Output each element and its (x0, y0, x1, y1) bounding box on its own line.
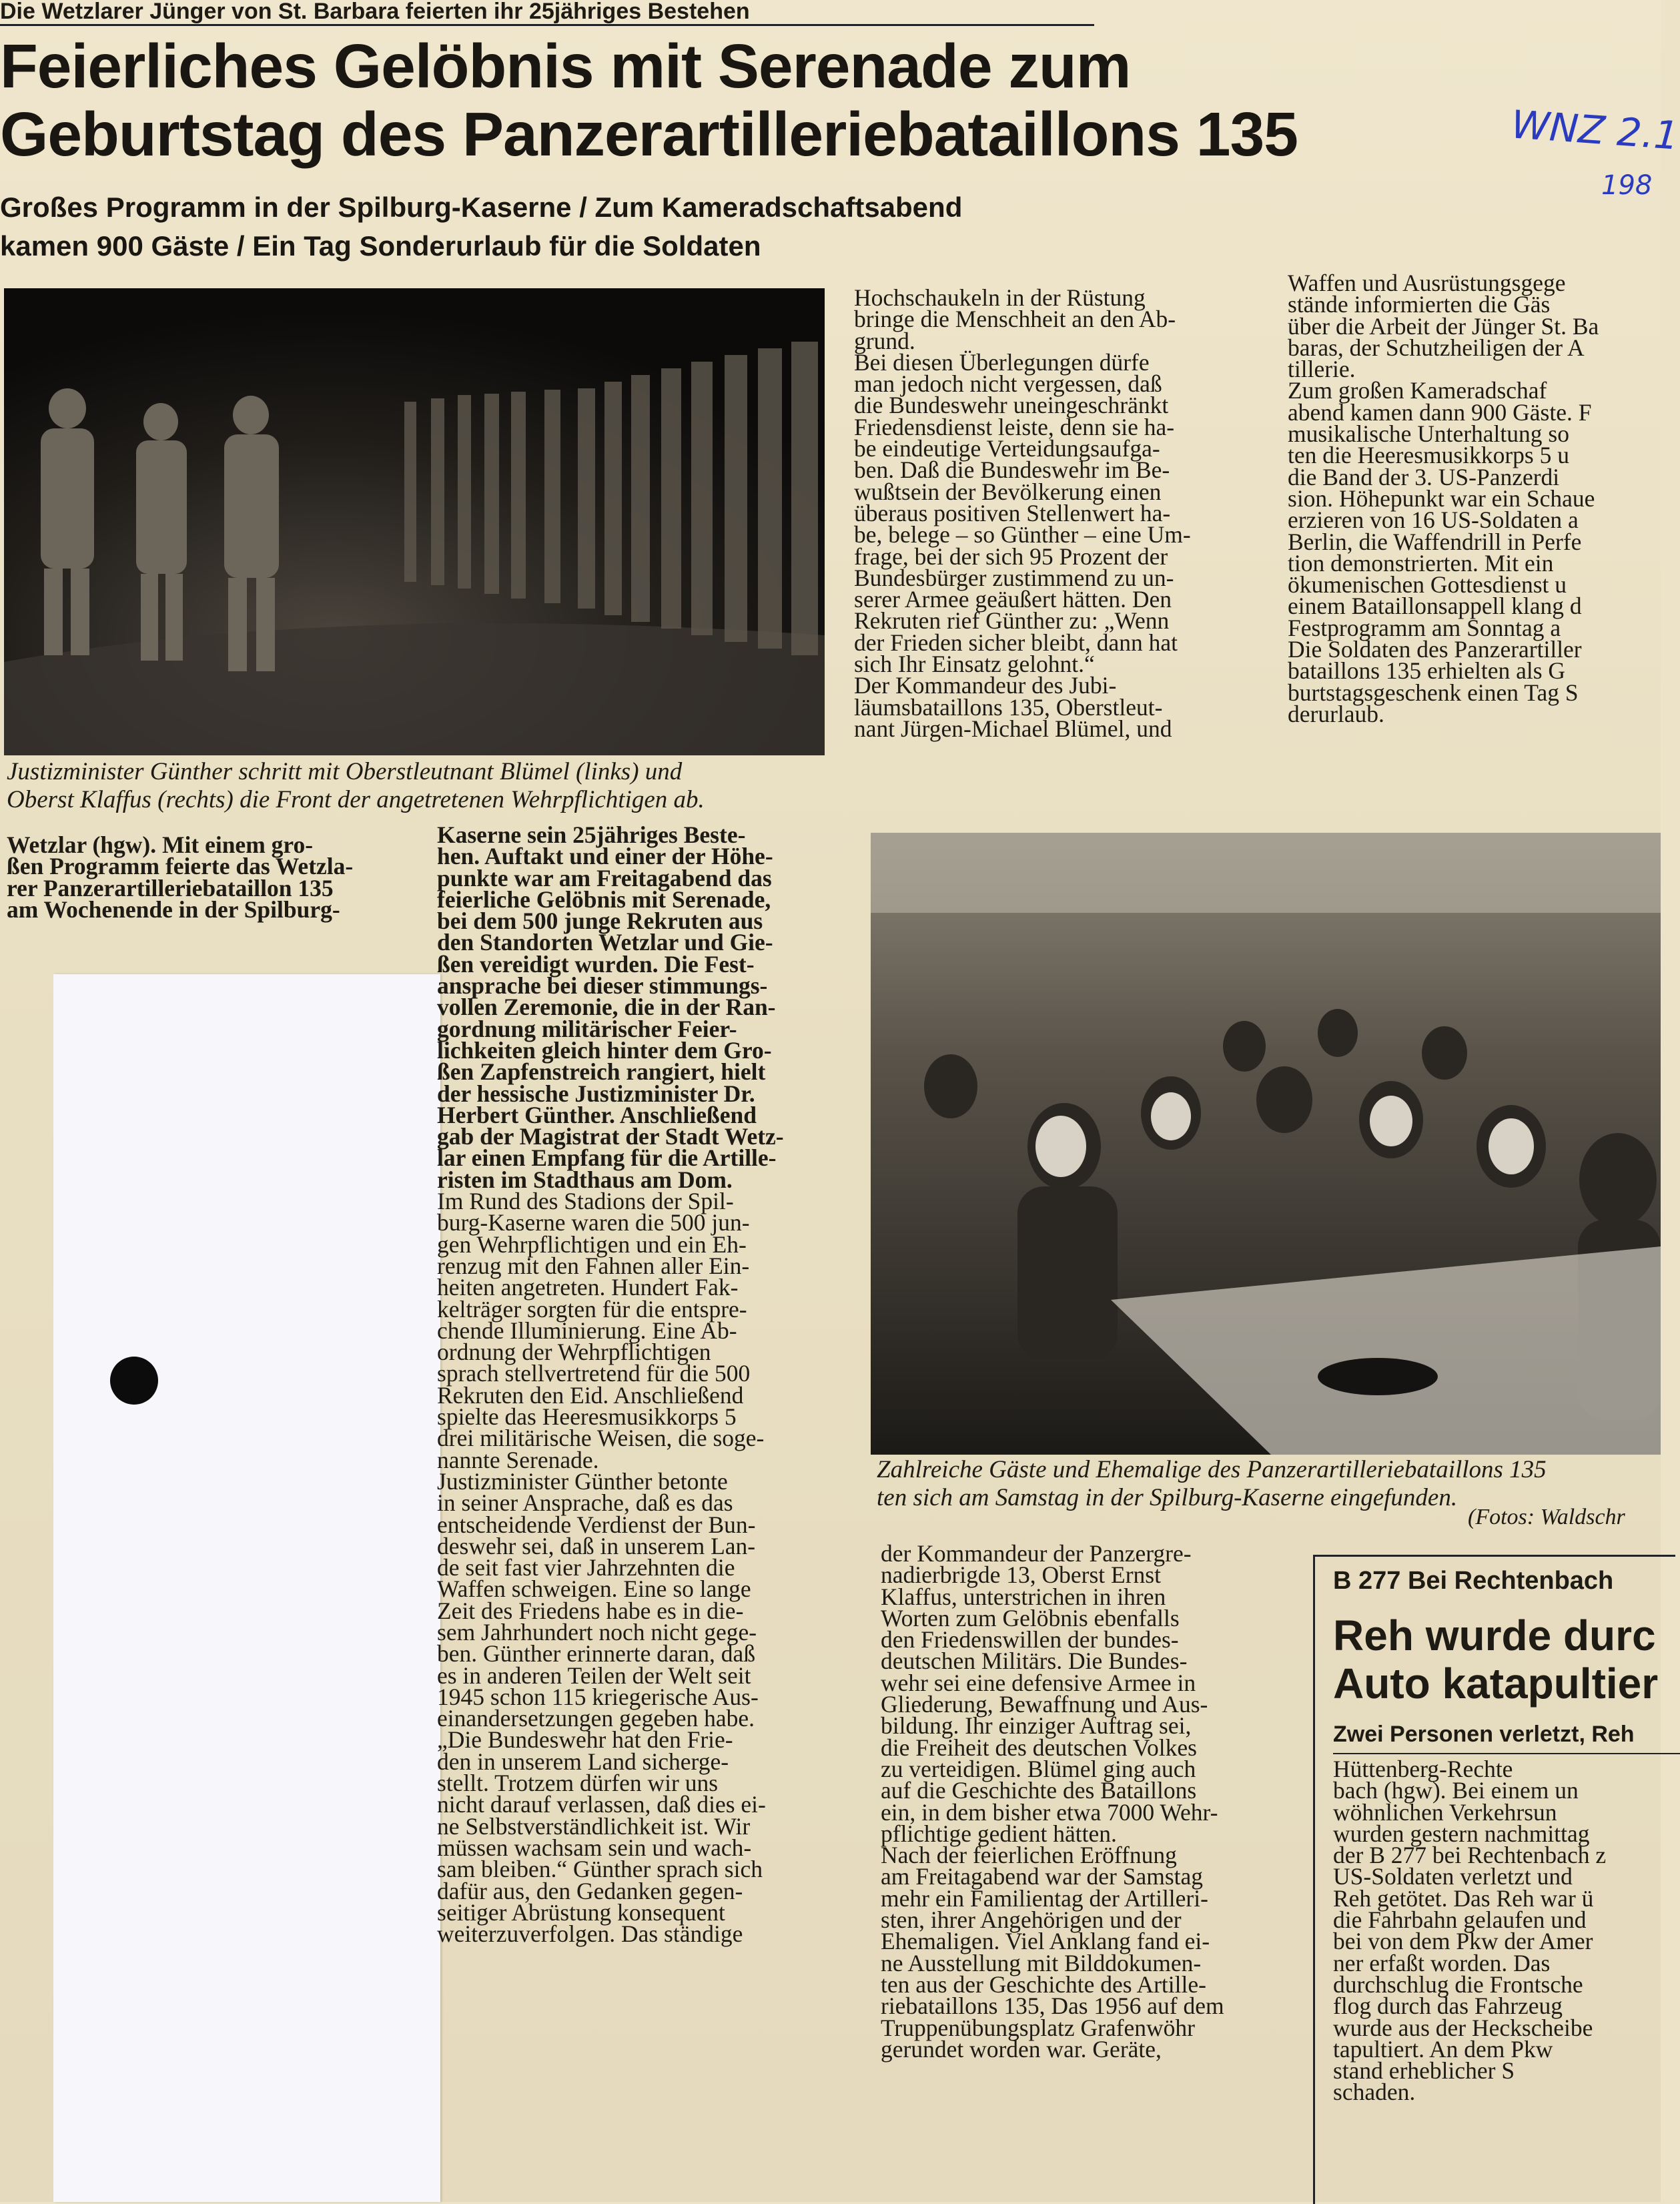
text-line: deutschen Militärs. Die Bundes- (881, 1647, 1188, 1675)
text-line: Truppenübungsplatz Grafenwöhr (881, 2014, 1195, 2041)
text-line: ner erfaßt worden. Das (1333, 1949, 1551, 1976)
text-line: wehr sei eine defensive Armee in (881, 1669, 1196, 1696)
text-line: einandersetzungen gegeben habe. (437, 1705, 755, 1732)
text-line: abend kamen dann 900 Gäste. F (1288, 398, 1592, 426)
text-line: entscheidende Verdienst der Bun- (437, 1511, 756, 1538)
text-line: mehr ein Familientag der Artilleri- (881, 1884, 1208, 1912)
text-line: Rekruten rief Günther zu: „Wenn (854, 607, 1170, 635)
text-line: ßen Programm feierte das Wetzla- (7, 853, 354, 880)
text-line: ben. Günther erinnerte daran, daß (437, 1640, 756, 1668)
text-line: bach (hgw). Bei einem un (1333, 1777, 1579, 1804)
article-column-2 (437, 821, 851, 1948)
text-line: 1945 schon 115 kriegerische Aus- (437, 1683, 759, 1710)
text-line: risten im Stadthaus am Dom. (437, 1166, 733, 1193)
punch-hole (110, 1357, 158, 1405)
text-line: sprach stellvertretend für die 500 (437, 1360, 751, 1387)
text-line: Worten zum Gelöbnis ebenfalls (881, 1604, 1180, 1631)
text-line: ßen Zapfenstreich rangiert, hielt (437, 1058, 766, 1086)
article-lead (7, 831, 410, 923)
text-line: frage, bei der sich 95 Prozent der (854, 542, 1168, 570)
text-line: gen Wehrpflichtigen und ein Eh- (437, 1230, 747, 1258)
text-line: chende Illuminierung. Eine Ab- (437, 1317, 737, 1344)
text-line: den in unserem Land sicherge- (437, 1748, 729, 1775)
text-line: dafür aus, den Gedanken gegen- (437, 1877, 743, 1904)
text-line: de seit fast vier Jahrzehnten die (437, 1554, 735, 1581)
text-line: US-Soldaten verletzt und (1333, 1863, 1573, 1890)
subhead-line-2: kamen 900 Gäste / Ein Tag Sonderurlaub für die Soldaten (0, 230, 761, 262)
text-line: spielte das Heeresmusikkorps 5 (437, 1403, 737, 1431)
backing-paper (53, 974, 440, 2202)
text-line: weiterzuverfolgen. Das ständige (437, 1920, 743, 1948)
text-line: sten, ihrer Angehörigen und der (881, 1906, 1182, 1934)
text-line: sion. Höhepunkt war ein Schaue (1288, 484, 1595, 512)
text-line: auf die Geschichte des Bataillons (881, 1777, 1197, 1804)
text-line: be eindeutige Verteidungsaufga- (854, 435, 1160, 462)
text-line: grund. (854, 327, 915, 354)
text-line: sich Ihr Einsatz gelohnt.“ (854, 651, 1095, 678)
text-line: serer Armee geäußert hätten. Den (854, 586, 1172, 613)
handwritten-source-note: WNZ 2.1 (1509, 101, 1680, 159)
text-line: renzug mit den Fahnen aller Ein- (437, 1252, 750, 1279)
banquet-photo (871, 833, 1661, 1455)
text-line: Herbert Günther. Anschließend (437, 1101, 757, 1128)
ceremony-photo-caption (7, 758, 834, 814)
ceremony-photo-image (4, 288, 825, 755)
text-line: Rekruten den Eid. Anschließend (437, 1381, 744, 1409)
text-line: Kaserne sein 25jähriges Beste- (437, 821, 746, 848)
text-line: drei militärische Weisen, die soge- (437, 1425, 765, 1452)
news-box-kicker: B 277 Bei Rechtenbach (1333, 1567, 1614, 1595)
article-subhead (0, 188, 1134, 266)
text-line: wurde aus der Heckscheibe (1333, 2014, 1593, 2041)
text-line: seitiger Abrüstung konsequent (437, 1898, 725, 1926)
caption-line: ten sich am Samstag in der Spilburg-Kaserne eingefunden. (877, 1484, 1458, 1511)
text-line: ßen vereidigt wurden. Die Fest- (437, 950, 755, 978)
text-line: tapultiert. An dem Pkw (1333, 2035, 1553, 2063)
text-line: gab der Magistrat der Stadt Wetz- (437, 1123, 784, 1150)
article-headline (0, 32, 1508, 168)
text-line: deswehr sei, daß in unserem Lan- (437, 1532, 756, 1559)
text-line: Die Soldaten des Panzerartiller (1288, 636, 1582, 663)
text-line: Ehemaligen. Viel Anklang fand ei- (881, 1928, 1210, 1955)
text-line: ein, in dem bisher etwa 7000 Wehr- (881, 1798, 1218, 1826)
text-line: derurlaub. (1288, 700, 1384, 727)
text-line: durchschlug die Frontsche (1333, 1970, 1583, 1998)
text-line: musikalische Unterhaltung so (1288, 420, 1569, 448)
text-line: Der Kommandeur des Jubi- (854, 672, 1117, 699)
text-line: Justizminister Günther betonte (437, 1467, 728, 1495)
text-line: Wetzlar (hgw). Mit einem gro- (7, 831, 314, 858)
text-line: Hüttenberg-Rechte (1333, 1756, 1513, 1782)
text-line: nannte Serenade. (437, 1446, 599, 1473)
text-line: Klaffus, unterstrichen in ihren (881, 1583, 1166, 1610)
text-line: „Die Bundeswehr hat den Frie- (437, 1726, 733, 1754)
text-line: Waffen schweigen. Eine so lange (437, 1575, 751, 1603)
text-line: ordnung der Wehrpflichtigen (437, 1339, 711, 1366)
text-line: sem Jahrhundert noch nicht gege- (437, 1618, 757, 1645)
text-line: stand erheblicher S (1333, 2057, 1515, 2085)
text-line: gerundet worden war. Geräte, (881, 2035, 1162, 2063)
headline-line-2: Geburtstag des Panzerartilleriebataillons 135 (0, 99, 1298, 169)
text-line: be, belege – so Günther – eine Um- (854, 521, 1191, 548)
text-line: einem Bataillonsappell klang d (1288, 593, 1582, 620)
text-line: in seiner Ansprache, daß es das (437, 1489, 733, 1517)
text-line: heiten angetreten. Hundert Fak- (437, 1274, 739, 1301)
headline-line-1: Feierliches Gelöbnis mit Serenade zum (0, 31, 1131, 101)
text-line: bataillons 135 erhielten als G (1288, 657, 1566, 685)
text-line: punkte war am Freitagabend das (437, 864, 772, 891)
text-line: stellt. Trotzem dürfen wir uns (437, 1770, 719, 1797)
text-line: wußtsein der Bevölkerung einen (854, 478, 1162, 505)
text-line: ten die Heeresmusikkorps 5 u (1288, 442, 1569, 469)
text-line: Zum großen Kameradschaf (1288, 377, 1547, 404)
text-line: müssen wachsam sein und wach- (437, 1834, 752, 1861)
text-line: ansprache bei dieser stimmungs- (437, 972, 768, 1000)
text-line: der Kommandeur der Panzergre- (881, 1540, 1192, 1567)
text-line: läumsbataillons 135, Oberstleut- (854, 693, 1163, 721)
text-line: ben. Daß die Bundeswehr im Be- (854, 456, 1170, 484)
text-line: Im Rund des Stadions der Spil- (437, 1188, 734, 1215)
news-box-text (1333, 1756, 1673, 2106)
text-line: Waffen und Ausrüstungsgege (1288, 270, 1566, 296)
text-line: tillerie. (1288, 356, 1356, 383)
text-line: wöhnlichen Verkehrsun (1333, 1798, 1557, 1826)
text-line: zu verteidigen. Blümel ging auch (881, 1755, 1196, 1782)
banquet-photo-image (871, 833, 1661, 1455)
text-line: lar einen Empfang für die Artille- (437, 1144, 777, 1172)
article-column-3-top (854, 284, 1271, 742)
caption-line: Zahlreiche Gäste und Ehemalige des Panzerartilleriebataillons 135 (877, 1456, 1547, 1483)
text-line: riebataillons 135, Das 1956 auf dem (881, 1992, 1224, 2020)
text-line: wurden gestern nachmittag (1333, 1820, 1590, 1847)
text-line: nicht darauf verlassen, daß dies ei- (437, 1791, 766, 1818)
news-box-subhead: Zwei Personen verletzt, Reh (1333, 1722, 1680, 1754)
text-line: gordnung militärischer Feier- (437, 1015, 737, 1042)
text-line: vollen Zeremonie, die in der Ran- (437, 994, 776, 1021)
text-line: Festprogramm am Sonntag a (1288, 614, 1561, 641)
text-line: burtstagsgeschenk einen Tag S (1288, 679, 1579, 706)
text-line: ne Ausstellung mit Bilddokumen- (881, 1949, 1202, 1976)
banquet-photo-caption (877, 1456, 1661, 1512)
text-line: Friedensdienst leiste, denn sie ha- (854, 413, 1175, 440)
text-line: am Freitagabend war der Samstag (881, 1863, 1204, 1890)
text-line: hen. Auftakt und einer der Höhe- (437, 843, 773, 870)
text-line: ne Selbstverständlichkeit ist. Wir (437, 1812, 751, 1840)
text-line: flog durch das Fahrzeug (1333, 1992, 1563, 2020)
text-line: Gliederung, Bewaffnung und Aus- (881, 1691, 1208, 1718)
text-line: den Friedenswillen der bundes- (881, 1626, 1179, 1654)
text-line: Hochschaukeln in der Rüstung (854, 284, 1146, 311)
text-line: ten aus der Geschichte des Artille- (881, 1970, 1206, 1998)
text-line: Berlin, die Waffendrill in Perfe (1288, 528, 1582, 555)
text-line: sam bleiben.“ Günther sprach sich (437, 1856, 763, 1883)
ceremony-photo (4, 288, 825, 755)
text-line: über die Arbeit der Jünger St. Ba (1288, 312, 1599, 340)
text-line: erzieren von 16 US-Soldaten a (1288, 506, 1579, 534)
text-line: rer Panzerartilleriebataillon 135 (7, 874, 334, 901)
text-line: kelträger sorgten für die entspre- (437, 1295, 747, 1323)
text-line: der Frieden sicher bleibt, dann hat (854, 629, 1178, 656)
text-line: pflichtige gedient hätten. (881, 1820, 1117, 1847)
article-column-3-bottom (881, 1540, 1294, 2063)
text-line: stände informierten die Gäs (1288, 291, 1551, 318)
photo-credit: (Fotos: Waldschr (1468, 1505, 1625, 1529)
text-line: Reh getötet. Das Reh war ü (1333, 1884, 1594, 1912)
text-line: tion demonstrierten. Mit ein (1288, 549, 1554, 577)
news-box-headline: Reh wurde durc Auto katapultier (1333, 1611, 1659, 1708)
text-line: bei dem 500 junge Rekruten aus (437, 907, 763, 935)
text-line: bei von dem Pkw der Amer (1333, 1928, 1593, 1955)
caption-line: Justizminister Günther schritt mit Oberstleutnant Blümel (links) und (7, 758, 683, 785)
subhead-line-1: Großes Programm in der Spilburg-Kaserne / Zum Kameradschaftsabend (0, 192, 963, 223)
text-line: es in anderen Teilen der Welt seit (437, 1662, 751, 1689)
text-line: feierliche Gelöbnis mit Serenade, (437, 885, 771, 913)
text-line: nadierbrigde 13, Oberst Ernst (881, 1561, 1161, 1589)
caption-line: Oberst Klaffus (rechts) die Front der angetretenen Wehrpflichtigen ab. (7, 786, 705, 813)
text-line: baras, der Schutzheiligen der A (1288, 334, 1585, 361)
text-line: die Freiheit des deutschen Volkes (881, 1734, 1197, 1761)
text-line: man jedoch nicht vergessen, daß (854, 370, 1162, 398)
text-line: die Band der 3. US-Panzerdi (1288, 463, 1560, 490)
text-line: bildung. Ihr einziger Auftrag sei, (881, 1712, 1192, 1740)
text-line: der hessische Justizminister Dr. (437, 1080, 755, 1107)
text-line: schaden. (1333, 2079, 1416, 2106)
text-line: lichkeiten gleich hinter dem Gro- (437, 1036, 772, 1064)
text-line: nant Jürgen-Michael Blümel, und (854, 715, 1172, 742)
text-line: burg-Kaserne waren die 500 jun- (437, 1209, 750, 1236)
text-line: die Bundeswehr uneingeschränkt (854, 392, 1169, 419)
text-line: den Standorten Wetzlar und Gie- (437, 929, 773, 956)
text-line: der B 277 bei Rechtenbach z (1333, 1842, 1607, 1869)
text-line: ökumenischen Gottesdienst u (1288, 571, 1567, 599)
text-line: überaus positiven Stellenwert ha- (854, 499, 1171, 526)
text-line: Zeit des Friedens habe es in die- (437, 1597, 744, 1624)
text-line: bringe die Menschheit an den Ab- (854, 306, 1176, 333)
text-line: Bundesbürger zustimmend zu un- (854, 564, 1174, 591)
text-line: die Fahrbahn gelaufen und (1333, 1906, 1587, 1934)
handwritten-year-note: 198 (1601, 170, 1653, 201)
text-line: am Wochenende in der Spilburg- (7, 895, 340, 923)
article-kicker: Die Wetzlarer Jünger von St. Barbara feierten ihr 25jähriges Bestehen (0, 0, 1094, 26)
text-line: Bei diesen Überlegungen dürfe (854, 348, 1150, 376)
article-column-4-top (1288, 272, 1661, 725)
text-line: Nach der feierlichen Eröffnung (881, 1842, 1177, 1869)
